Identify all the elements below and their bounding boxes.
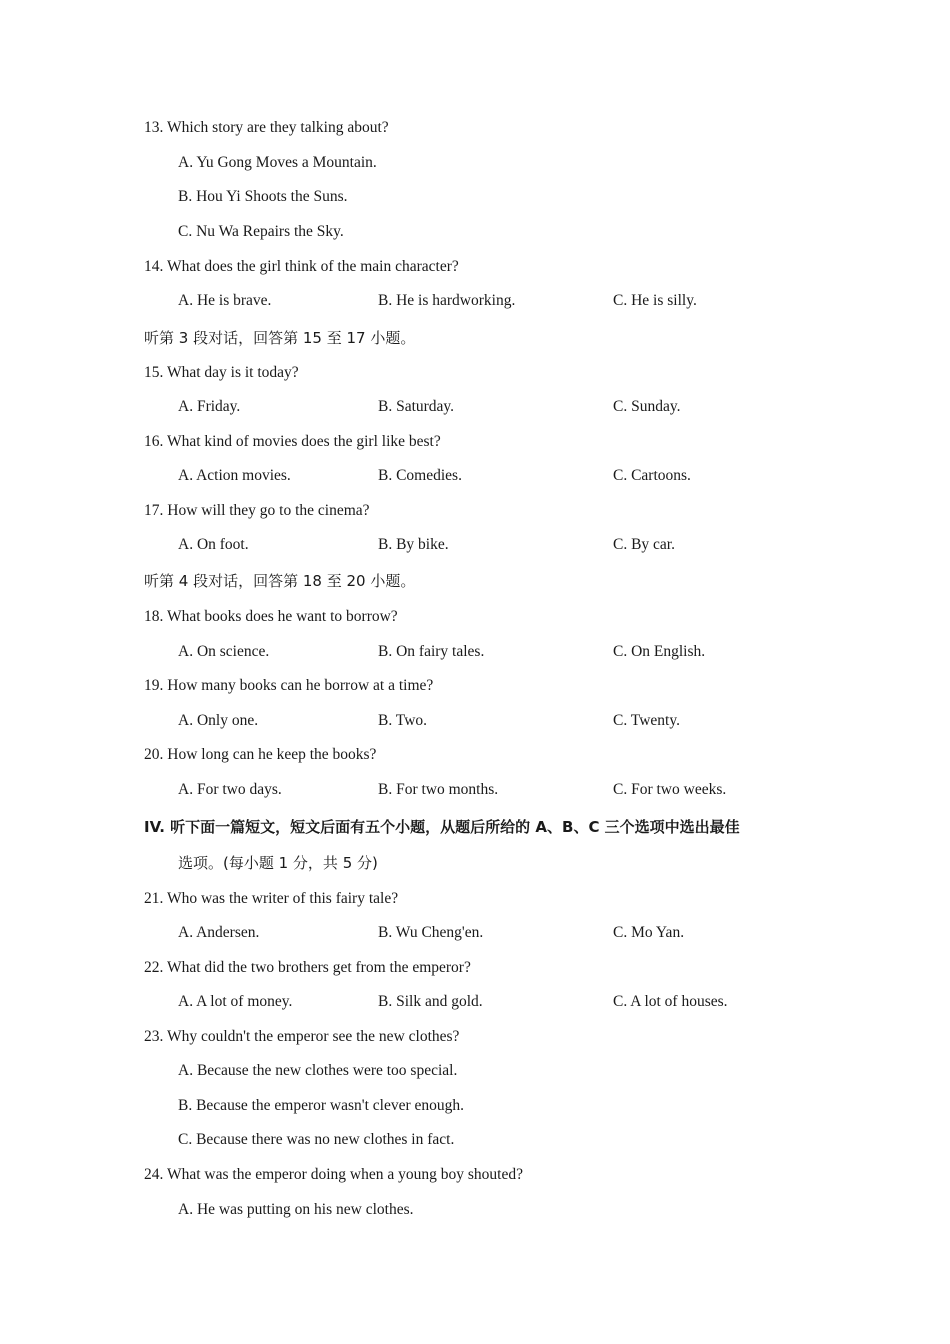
question-22-stem: 22. What did the two brothers get from the emperor? [144,959,471,976]
dialog-4-instruction: 听第 4 段对话，回答第 18 至 20 小题。 [144,572,416,590]
question-21-option-b: B. Wu Cheng'en. [378,924,484,941]
question-18-option-a: A. On science. [178,643,270,660]
question-19-stem: 19. How many books can he borrow at a time? [144,677,434,694]
question-18-option-c: C. On English. [613,643,706,660]
question-16-option-b: B. Comedies. [378,467,462,484]
question-23-option-c: C. Because there was no new clothes in fact. [178,1131,455,1148]
question-24-option-a: A. He was putting on his new clothes. [178,1201,414,1218]
question-13-option-c: C. Nu Wa Repairs the Sky. [178,223,344,240]
question-16-stem: 16. What kind of movies does the girl like best? [144,433,441,450]
question-15-option-c: C. Sunday. [613,398,681,415]
question-15-option-a: A. Friday. [178,398,241,415]
question-20-option-b: B. For two months. [378,781,499,798]
question-18-option-b: B. On fairy tales. [378,643,485,660]
question-22-option-a: A. A lot of money. [178,993,293,1010]
question-14-option-b: B. He is hardworking. [378,292,516,309]
question-15-option-b: B. Saturday. [378,398,455,415]
question-14-option-c: C. He is silly. [613,292,697,309]
question-13-option-b: B. Hou Yi Shoots the Suns. [178,188,348,205]
question-13-option-a: A. Yu Gong Moves a Mountain. [178,154,377,171]
question-19-option-b: B. Two. [378,712,428,729]
question-16-option-c: C. Cartoons. [613,467,691,484]
question-24-stem: 24. What was the emperor doing when a young boy shouted? [144,1166,523,1183]
question-20-stem: 20. How long can he keep the books? [144,746,377,763]
question-17-stem: 17. How will they go to the cinema? [144,502,370,519]
question-17-option-a: A. On foot. [178,536,249,553]
question-14-stem: 14. What does the girl think of the main character? [144,258,459,275]
question-19-option-a: A. Only one. [178,712,259,729]
question-17-option-b: B. By bike. [378,536,449,553]
question-23-option-a: A. Because the new clothes were too special. [178,1062,458,1079]
question-15-stem: 15. What day is it today? [144,364,299,381]
question-13-stem: 13. Which story are they talking about? [144,119,389,136]
question-23-stem: 23. Why couldn't the emperor see the new clothes? [144,1028,460,1045]
section-4-heading-continued: 选项。(每小题 1 分，共 5 分) [178,854,378,872]
question-21-option-c: C. Mo Yan. [613,924,685,941]
question-18-stem: 18. What books does he want to borrow? [144,608,398,625]
question-20-option-a: A. For two days. [178,781,282,798]
question-14-option-a: A. He is brave. [178,292,272,309]
question-19-option-c: C. Twenty. [613,712,680,729]
question-17-option-c: C. By car. [613,536,675,553]
question-21-option-a: A. Andersen. [178,924,260,941]
section-4-heading: IV. 听下面一篇短文，短文后面有五个小题，从题后所给的 A、B、C 三个选项中选出最佳 [144,818,740,836]
question-22-option-c: C. A lot of houses. [613,993,728,1010]
question-23-option-b: B. Because the emperor wasn't clever enough. [178,1097,464,1114]
dialog-3-instruction: 听第 3 段对话，回答第 15 至 17 小题。 [144,329,416,347]
question-22-option-b: B. Silk and gold. [378,993,483,1010]
question-16-option-a: A. Action movies. [178,467,291,484]
question-21-stem: 21. Who was the writer of this fairy tale? [144,890,399,907]
question-20-option-c: C. For two weeks. [613,781,727,798]
